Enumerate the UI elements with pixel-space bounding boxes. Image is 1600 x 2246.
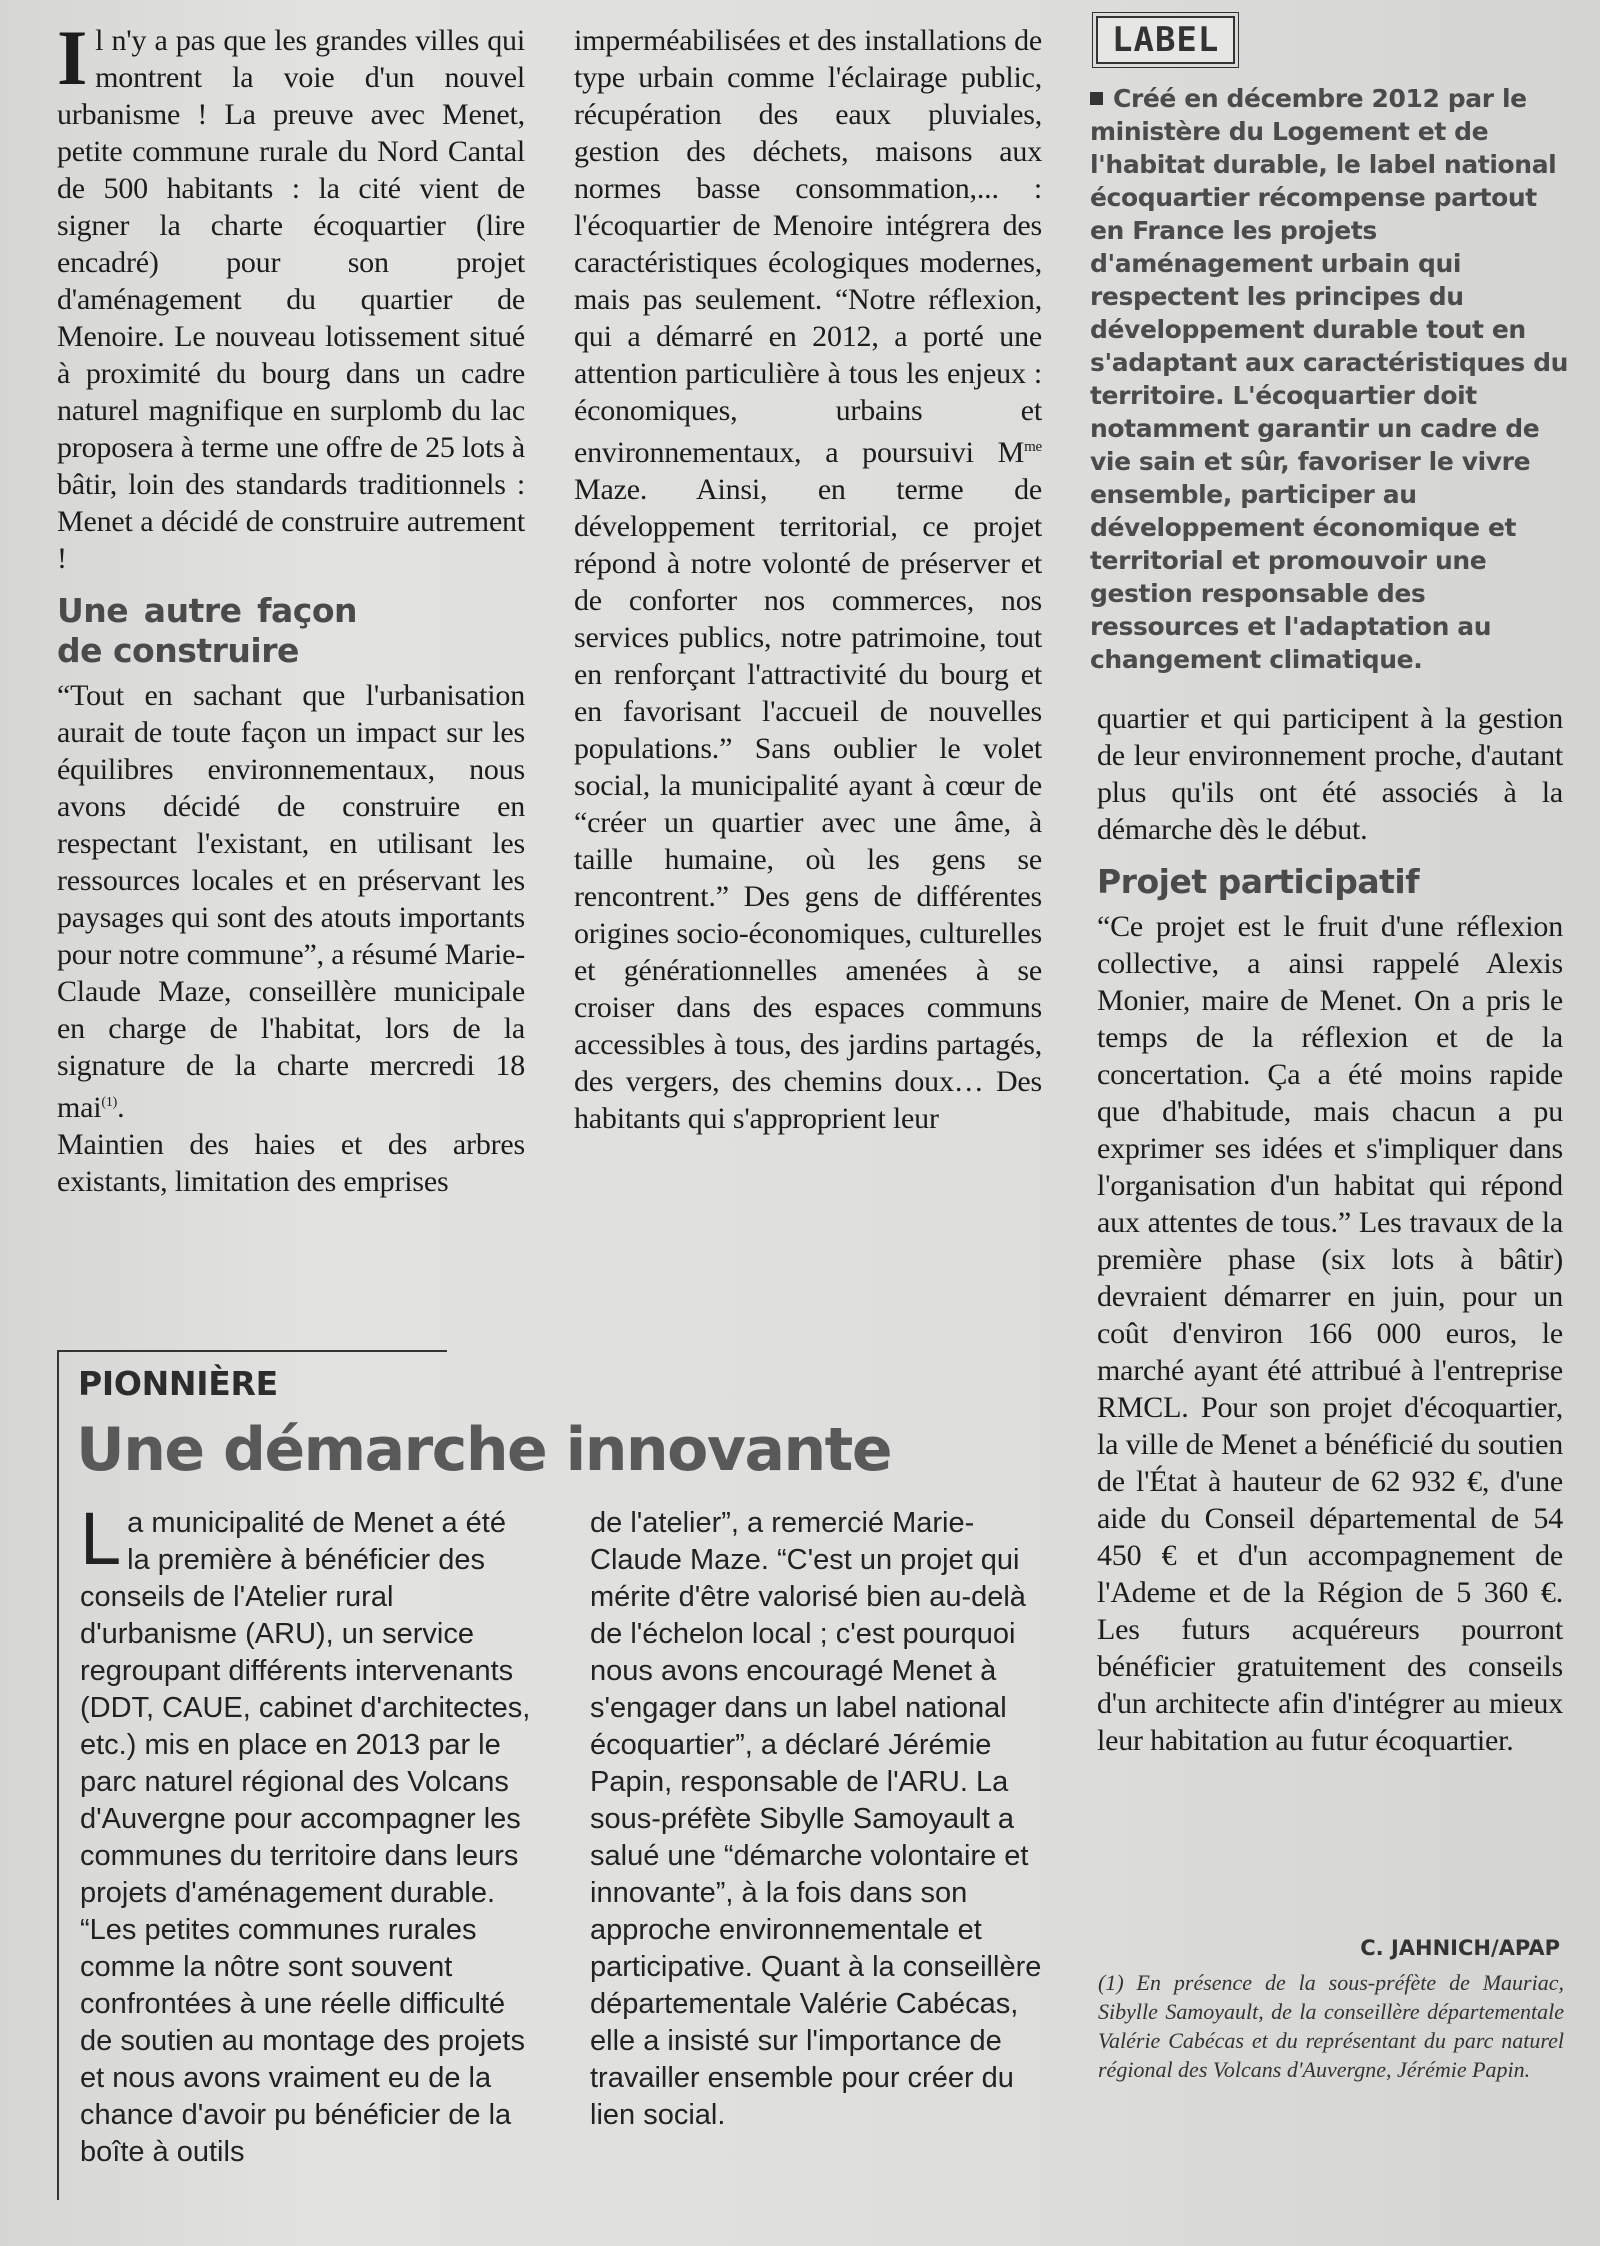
footnote-ref: (1) — [101, 1095, 118, 1110]
inset-quote: “Les petites communes rurales comme la nôtre sont souvent confrontées à une réelle difficulté de soutien au montage des projets et nous avons vraiment eu de la chance d'avoir pu bénéficier de la boîte à outils — [80, 1914, 525, 2168]
inset-column-b: de l'atelier”, a remercié Marie-Claude Maze. “C'est un projet qui mérite d'être valorisé bien au-delà de l'échelon local ; c'est pourquoi nous avons encouragé Menet à s'engager dans un label national écoquartier”, a déclaré Jérémie Papin, responsable de l'ARU. La sous-préfète Sibylle Samoyault a salué une “démarche volontaire et innovante”, à la fois dans son approche environnementale et participative. Quant à la conseillère départementale Valérie Cabécas, elle a insisté sur l'importance de travailler ensemble pour créer du lien social. — [590, 1507, 1042, 2131]
article-column-2 — [574, 22, 1042, 1137]
intro-text: l n'y a pas que les grandes villes qui montrent la voie d'un nouvel urbanisme ! La preuve avec Menet, petite commune rurale du Nord Cantal de 500 habitants : la cité vient de signer la charte écoquartier (lire encadré) pour son projet d'aménagement du quartier de Menoire. Le nouveau lotissement situé à proximité du bourg dans un cadre naturel magnifique en surplomb du lac proposera à terme une offre de 25 lots à bâtir, loin des standards traditionnels : Menet a décidé de construire autrement ! — [57, 24, 525, 575]
label-text: Créé en décembre 2012 par le ministère du Logement et de l'habitat durable, le label national écoquartier récompense partout en France les projets d'aménagement urbain qui respectent les principes du développement durable tout en s'adaptant aux caractéristiques du territoire. L'écoquartier doit notamment garantir un cadre de vie sain et sûr, favoriser le vivre ensemble, participer au développement économique et territorial et promouvoir une gestion responsable des ressources et l'adaptation au changement climatique. — [1090, 84, 1569, 674]
inset-left-rule — [57, 1350, 59, 2200]
article-column-1 — [57, 14, 525, 1200]
dropcap-i: I — [57, 14, 88, 101]
inset-kicker: PIONNIÈRE — [78, 1364, 278, 1403]
haies-paragraph: Maintien des haies et des arbres existants, limitation des emprises — [57, 1128, 525, 1198]
label-tag: LABEL — [1096, 16, 1235, 64]
inset-top-rule — [57, 1350, 447, 1352]
inset-title: Une démarche innovante — [76, 1415, 892, 1485]
article-column-3 — [1097, 700, 1563, 1759]
column-2-paragraph: imperméabilisées et des installations de type urbain comme l'éclairage public, récupération des eaux pluviales, gestion des déchets, maisons aux normes basse consommation,... : l'écoquartier de Menoire intégrera des caractéristiques écologiques modernes, mais pas seulement. “Notre réflexion, qui a démarré en 2012, a porté une attention particulière à tous les enjeux : économiques, urbains et environnementaux, a poursuivi $M^{me}$ Maze. Ainsi, en terme de développement territorial, ce projet répond à notre volonté de préserver et de conforter nos commerces, nos services publics, notre patrimoine, tout en renforçant l'attractivité du bourg et en favorisant l'accueil de nouvelles populations.” Sans oublier le volet social, la municipalité ayant à cœur de “créer un quartier avec une âme, à taille humaine, où les gens se rencontrent.” Des gens de différentes origines socio-économiques, culturelles et générationnelles amenées à se croiser dans des espaces communs accessibles à tous, des jardins partagés, des vergers, des chemins doux… Des habitants qui s'approprient leur — [574, 24, 1042, 1135]
column-3-paragraph-2: “Ce projet est le fruit d'une réflexion collective, a ainsi rappelé Alexis Monier, maire de Menet. On a pris le temps de la réflexion et de la concertation. Ça a été moins rapide que d'habitude, mais chacun a pu exprimer ses idées et s'impliquer dans l'organisation d'un habitat qui répond aux attentes de tous.” Les travaux de la première phase (six lots à bâtir) devraient démarrer en juin, pour un coût d'environ 166 000 euros, le marché ayant été attribué à l'entreprise RMCL. Pour son projet d'écoquartier, la ville de Menet a bénéficié du soutien de l'État à hauteur de 62 932 €, d'une aide du Conseil départemental de 54 450 € et d'un accompagnement de l'Ademe et de la Région de 5 360 €. Les futurs acquéreurs pourront bénéficier gratuitement des conseils d'un architecte afin d'intégrer au mieux leur habitation au futur écoquartier. — [1097, 910, 1563, 1757]
subheading-autre-facon: Une autre façon de construire — [57, 591, 357, 670]
subheading-projet-participatif: Projet participatif — [1097, 862, 1420, 901]
intro-paragraph — [57, 14, 525, 577]
footnote: (1) En présence de la sous-préfète de Mauriac, Sibylle Samoyault, de la conseillère départementale Valérie Cabécas et du représentant du parc naturel régional des Volcans d'Auvergne, Jérémie Papin. — [1098, 1970, 1564, 2082]
inset-column-a: La municipalité de Menet a été la première à bénéficier des conseils de l'Atelier rural d'urbanisme (ARU), un service regroupant différents intervenants (DDT, CAUE, cabinet d'architectes, etc.) mis en place en 2013 par le parc naturel régional des Volcans d'Auvergne pour accompagner les communes du territoire dans leurs projets d'aménagement durable. “Les petites communes rurales comme la nôtre sont souvent confrontées à une réelle difficulté de soutien au montage des projets et nous avons vraiment eu de la chance d'avoir pu bénéficier de la boîte à outils — [80, 1505, 532, 2171]
quote-paragraph: “Tout en sachant que l'urbanisation aurait de toute façon un impact sur les équilibres environnementaux, nous avons décidé de construire en respectant l'existant, en utilisant les ressources locales et en préservant les paysages qui sont des atouts importants pour notre commune”, a résumé Marie-Claude Maze, conseillère municipale en charge de l'habitat, lors de la signature de la charte mercredi 18 mai$^{(1)}$. — [57, 679, 525, 1124]
author-signature: C. JAHNICH/APAP — [1360, 1936, 1560, 1960]
column-3-paragraph-1: quartier et qui participent à la gestion de leur environnement proche, d'autant plus qu'ils ont été associés à la démarche dès le début. — [1097, 702, 1563, 846]
dropcap-l: L — [80, 1497, 122, 1580]
label-sidebar — [1090, 16, 1575, 674]
bullet-square-icon — [1090, 92, 1103, 105]
